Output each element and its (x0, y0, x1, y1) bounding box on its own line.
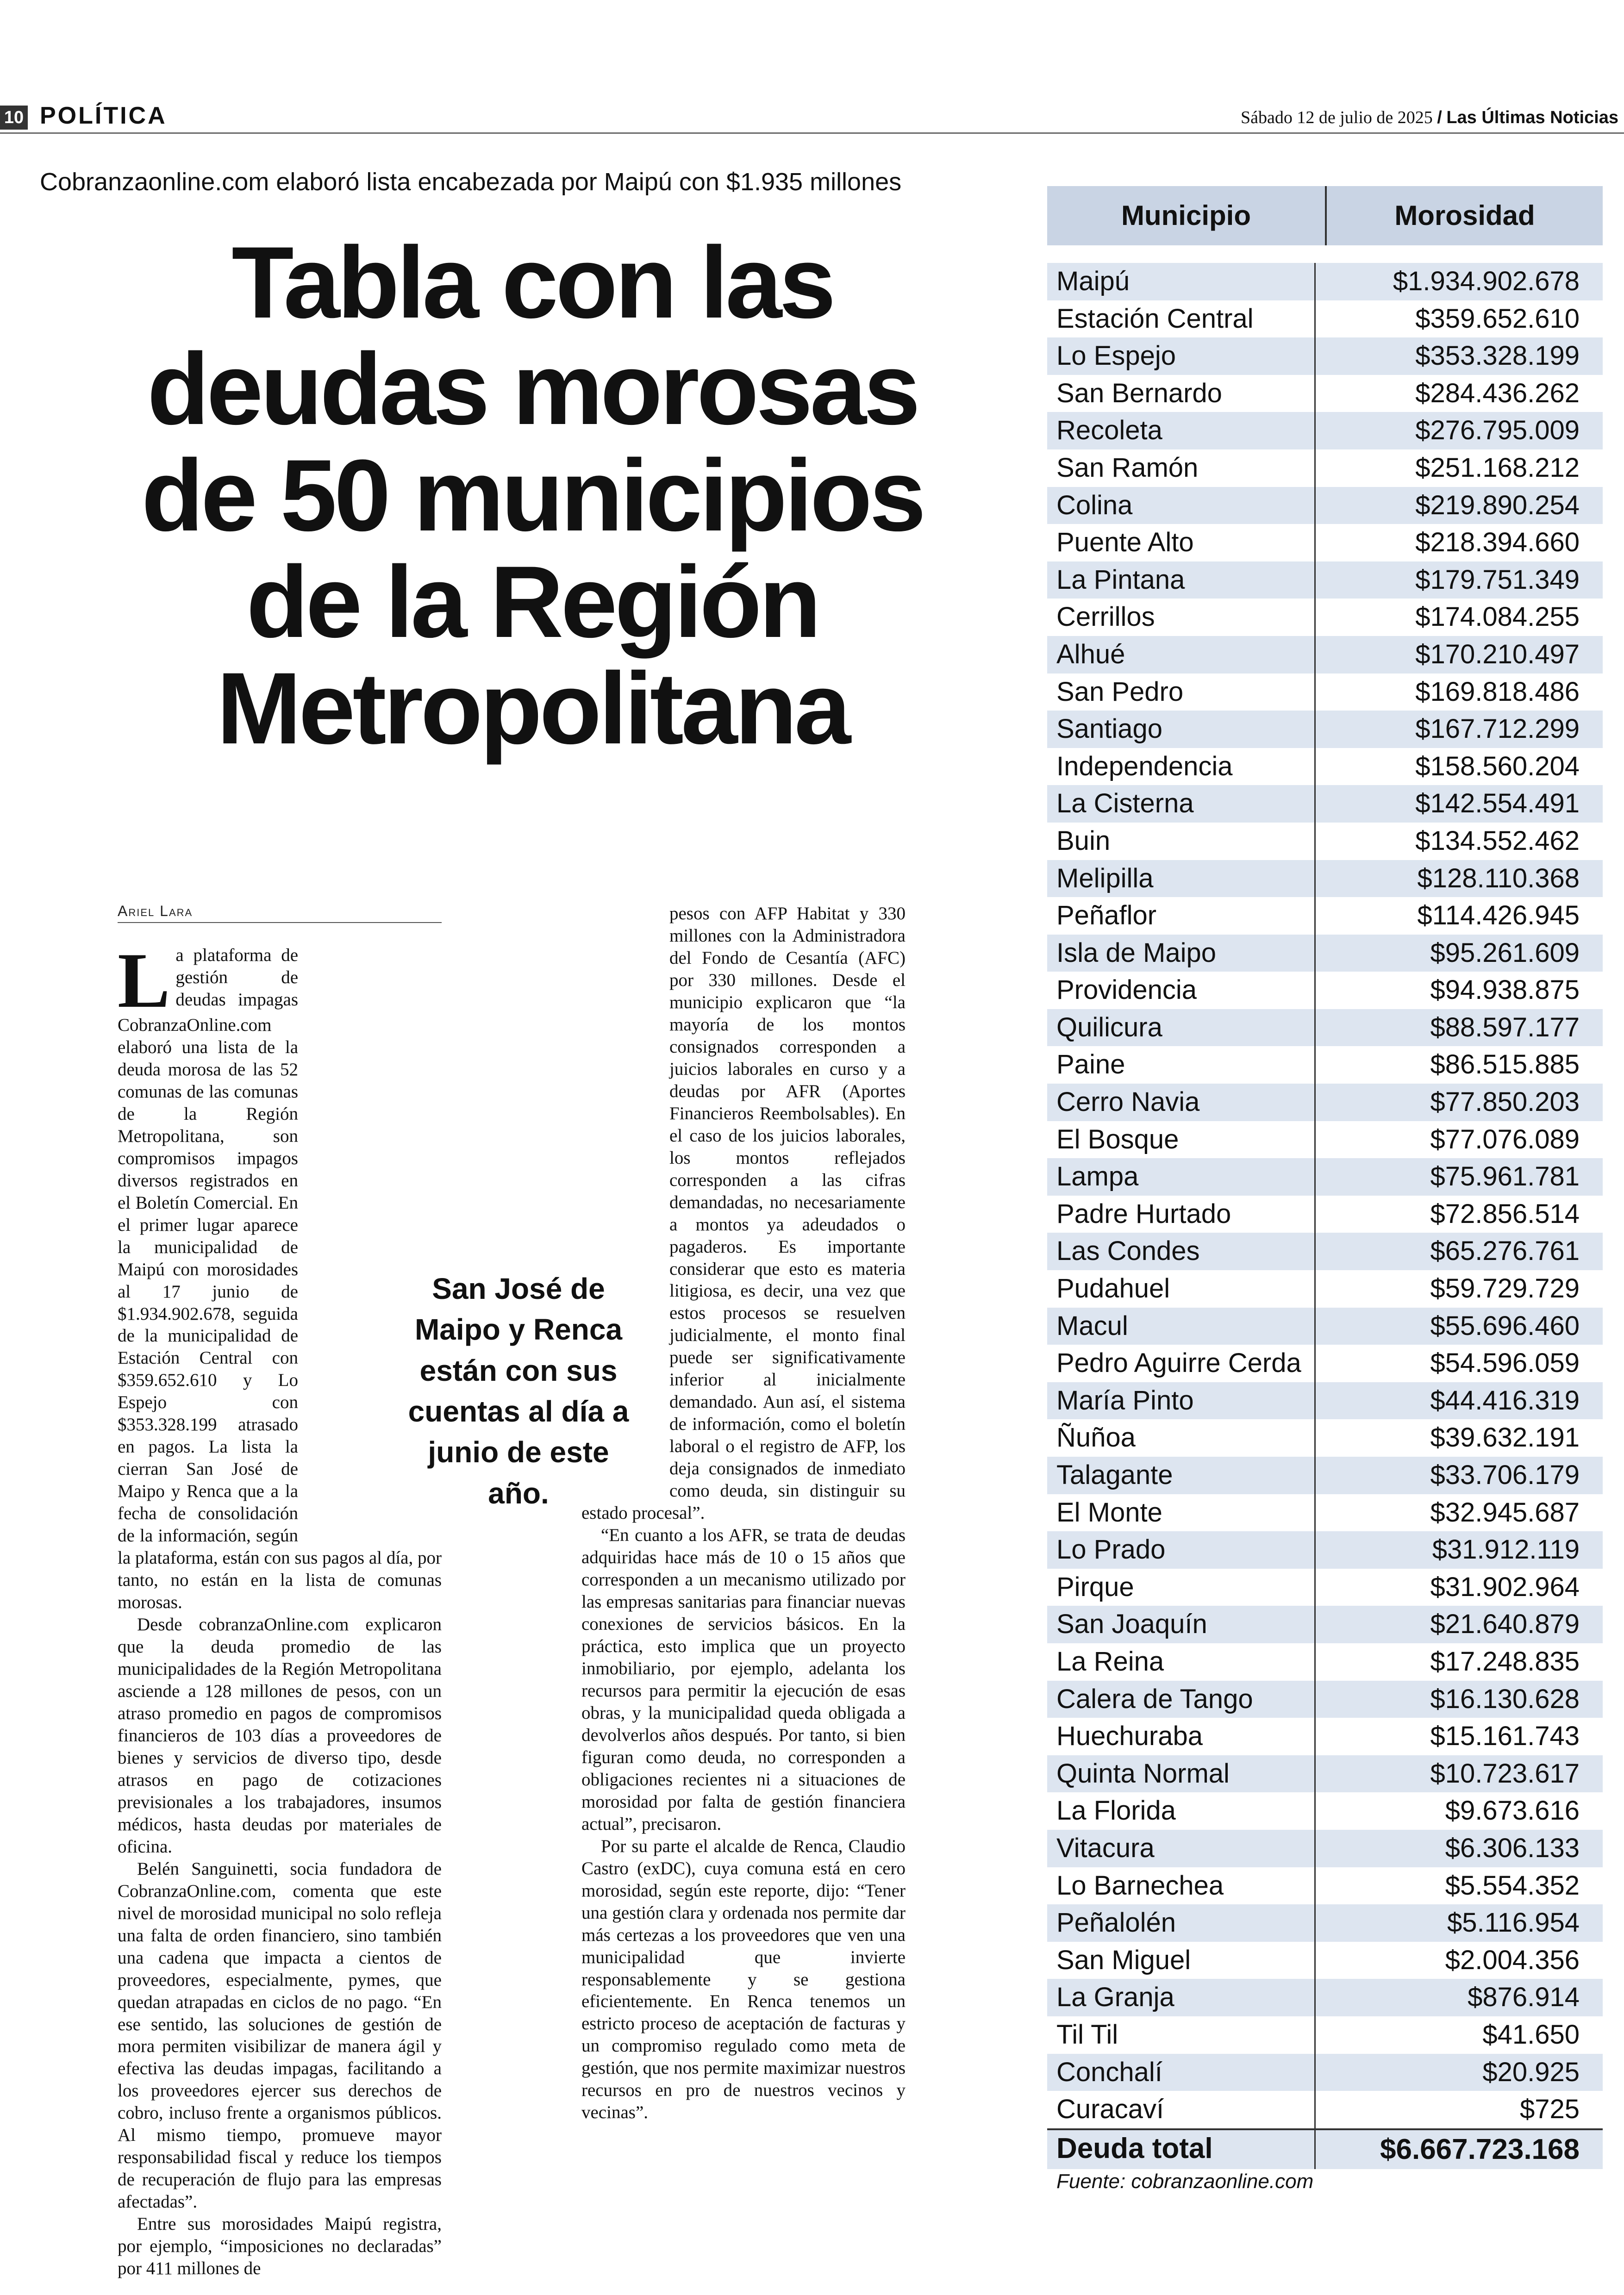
morosidad-cell: $16.130.628 (1430, 1684, 1580, 1714)
morosidad-cell: $170.210.497 (1415, 639, 1580, 669)
municipio-cell: Padre Hurtado (1047, 1196, 1316, 1233)
table-row (1047, 449, 1603, 487)
headline (51, 225, 1014, 765)
municipio-cell: Las Condes (1047, 1233, 1316, 1270)
byline-rule (118, 922, 442, 923)
table-row (1047, 935, 1603, 972)
table-row (1047, 674, 1603, 711)
morosidad-cell: $725 (1519, 2094, 1580, 2125)
municipio-cell: Quinta Normal (1047, 1755, 1316, 1793)
municipio-cell: Talagante (1047, 1457, 1316, 1494)
table-row (1047, 1270, 1603, 1308)
table-row (1047, 561, 1603, 599)
municipio-cell: San Ramón (1047, 449, 1316, 487)
morosidad-cell: $41.650 (1482, 2019, 1580, 2050)
municipio-cell: La Reina (1047, 1643, 1316, 1681)
table-row (1047, 1121, 1603, 1159)
debt-table (1047, 186, 1603, 2169)
page-header (0, 102, 1624, 133)
municipio-cell: Pedro Aguirre Cerda (1047, 1345, 1316, 1382)
morosidad-cell: $128.110.368 (1417, 863, 1580, 893)
table-row (1047, 1867, 1603, 1905)
headline-line: de 50 municipios (141, 438, 924, 552)
morosidad-cell: $65.276.761 (1430, 1236, 1580, 1266)
morosidad-cell: $32.945.687 (1430, 1497, 1580, 1528)
section-title: POLÍTICA (40, 102, 167, 129)
header-separator: / (1437, 108, 1442, 127)
municipio-cell: Isla de Maipo (1047, 935, 1316, 972)
morosidad-cell: $21.640.879 (1430, 1609, 1580, 1640)
municipio-cell: Calera de Tango (1047, 1681, 1316, 1718)
morosidad-cell: $95.261.609 (1430, 937, 1580, 968)
municipio-cell: Providencia (1047, 972, 1316, 1009)
table-row (1047, 1419, 1603, 1457)
article-column-1 (118, 937, 442, 2279)
municipio-cell: La Pintana (1047, 561, 1316, 599)
table-row (1047, 1233, 1603, 1270)
morosidad-cell: $31.902.964 (1430, 1572, 1580, 1602)
municipio-cell: Huechuraba (1047, 1718, 1316, 1755)
municipio-cell: Peñalolén (1047, 1904, 1316, 1942)
municipio-cell: Alhué (1047, 636, 1316, 674)
municipio-cell: Cerrillos (1047, 599, 1316, 636)
municipio-cell: Melipilla (1047, 860, 1316, 898)
municipio-cell: Lo Barnechea (1047, 1867, 1316, 1905)
municipio-cell: Pudahuel (1047, 1270, 1316, 1308)
morosidad-cell: $88.597.177 (1430, 1012, 1580, 1042)
headline-line: de la Región (246, 545, 818, 659)
municipio-cell: Conchalí (1047, 2054, 1316, 2091)
table-row (1047, 1643, 1603, 1681)
table-row (1047, 1830, 1603, 1867)
municipio-cell: Maipú (1047, 263, 1316, 300)
municipio-cell: Lo Espejo (1047, 337, 1316, 375)
morosidad-cell: $33.706.179 (1430, 1460, 1580, 1490)
morosidad-cell: $134.552.462 (1415, 825, 1580, 856)
page-number: 10 (0, 106, 28, 130)
table-total-row (1047, 2128, 1603, 2169)
table-row (1047, 1792, 1603, 1830)
column-header-morosidad: Morosidad (1394, 200, 1535, 231)
morosidad-cell: $251.168.212 (1415, 452, 1580, 483)
table-row (1047, 1942, 1603, 1979)
municipio-cell: Puente Alto (1047, 524, 1316, 561)
municipio-cell: San Joaquín (1047, 1606, 1316, 1643)
morosidad-cell: $353.328.199 (1415, 341, 1580, 371)
municipio-cell: María Pinto (1047, 1382, 1316, 1420)
byline: Ariel Lara (118, 903, 193, 919)
municipio-cell: Pirque (1047, 1569, 1316, 1606)
table-row (1047, 1196, 1603, 1233)
table-row (1047, 1606, 1603, 1643)
morosidad-cell: $158.560.204 (1415, 751, 1580, 781)
table-row (1047, 1084, 1603, 1121)
table-row (1047, 1979, 1603, 2016)
table-row (1047, 1755, 1603, 1793)
morosidad-cell: $114.426.945 (1417, 900, 1580, 931)
morosidad-cell: $75.961.781 (1430, 1161, 1580, 1192)
morosidad-cell: $5.116.954 (1447, 1908, 1580, 1938)
morosidad-cell: $174.084.255 (1415, 602, 1580, 632)
morosidad-cell: $39.632.191 (1430, 1422, 1580, 1453)
table-source: Fuente: cobranzaonline.com (1056, 2170, 1314, 2193)
issue-info (1241, 107, 1618, 128)
table-row (1047, 823, 1603, 860)
municipio-cell: Recoleta (1047, 412, 1316, 449)
morosidad-cell: $5.554.352 (1445, 1870, 1580, 1901)
morosidad-cell: $167.712.299 (1415, 714, 1580, 744)
table-row (1047, 337, 1603, 375)
morosidad-cell: $169.818.486 (1415, 676, 1580, 707)
table-row (1047, 1046, 1603, 1084)
kicker: Cobranzaonline.com elaboró lista encabezada por Maipú con $1.935 millones (40, 168, 902, 196)
table-row (1047, 1494, 1603, 1532)
municipio-cell: Buin (1047, 823, 1316, 860)
table-row (1047, 1569, 1603, 1606)
morosidad-cell: $276.795.009 (1415, 415, 1580, 446)
municipio-cell: Vitacura (1047, 1830, 1316, 1867)
morosidad-cell: $72.856.514 (1430, 1198, 1580, 1229)
municipio-cell: Quilicura (1047, 1009, 1316, 1047)
morosidad-cell: $20.925 (1482, 2057, 1580, 2087)
article-paragraph: Desde cobranzaOnline.com explicaron que la deuda promedio de las municipalidades de la Región Metropolitana asciende a 128 millones de pesos, con un atraso promedio en pagos de compromisos financieros de 103 días a proveedores de bienes y servicios de diverso tipo, desde atrasos en pago de cotizaciones previsionales a los trabajadores, insumos médicos, hasta deudas por materiales de oficina. (118, 1615, 442, 1857)
municipio-cell: Peñaflor (1047, 897, 1316, 935)
morosidad-cell: $359.652.610 (1415, 303, 1580, 334)
morosidad-cell: $1.934.902.678 (1393, 266, 1580, 296)
morosidad-cell: $17.248.835 (1430, 1646, 1580, 1677)
table-row (1047, 1718, 1603, 1755)
publication-name: Las Últimas Noticias (1446, 108, 1618, 127)
table-row (1047, 1457, 1603, 1494)
table-row (1047, 748, 1603, 786)
municipio-cell: San Miguel (1047, 1942, 1316, 1979)
headline-line: Tabla con las (231, 225, 833, 339)
morosidad-cell: $218.394.660 (1415, 527, 1580, 558)
table-row (1047, 263, 1603, 300)
municipio-cell: Ñuñoa (1047, 1419, 1316, 1457)
article-paragraph: Belén Sanguinetti, socia fundadora de CobranzaOnline.com, comenta que este nivel de morosidad municipal no solo refleja una falta de orden financiero, sino también una cadena que impacta a cientos de proveedores, especialmente, pymes, que quedan atrapadas en ciclos de no pago. “En ese sentido, las soluciones de gestión de mora permiten visibilizar de manera ágil y efectiva las deudas impagas, facilitando a los proveedores ejercer sus derechos de cobro, incluso frente a organismos públicos. Al mismo tiempo, promueve mayor responsabilidad fiscal y reduce los tiempos de recuperación de flujo para las empresas afectadas”. (118, 1858, 442, 2212)
table-row (1047, 711, 1603, 748)
table-row (1047, 1681, 1603, 1718)
table-row (1047, 599, 1603, 636)
table-header (1047, 186, 1603, 245)
municipio-cell: Lampa (1047, 1158, 1316, 1196)
paragraph-text: a plataforma de gestión de deudas impagas CobranzaOnline.com elaboró una lista de la deuda morosa de las 52 comunas de las comunas de la Región Metropolitana, son compromisos impagos diversos registrados en el Boletín Comercial. En el primer lugar aparece la municipalidad de Maipú con morosidades al 17 junio de $1.934.902.678, seguida de la municipalidad de Estación Central con $359.652.610 y Lo Espejo con $353.328.199 atrasado en pagos. La lista la cierran San José de Maipo y Renca que a la fecha de consolidación de la información, según la plataforma, están con sus pagos al día, por tanto, no están en la lista de comunas morosas. (118, 945, 442, 1613)
municipio-cell: Cerro Navia (1047, 1084, 1316, 1121)
municipio-cell: Macul (1047, 1308, 1316, 1345)
morosidad-cell: $94.938.875 (1430, 975, 1580, 1005)
table-row (1047, 860, 1603, 898)
morosidad-cell: $9.673.616 (1445, 1796, 1580, 1826)
morosidad-cell: $59.729.729 (1430, 1273, 1580, 1304)
table-row (1047, 785, 1603, 823)
morosidad-cell: $10.723.617 (1430, 1758, 1580, 1789)
municipio-cell: La Florida (1047, 1792, 1316, 1830)
table-row (1047, 1904, 1603, 1942)
municipio-cell: Lo Prado (1047, 1531, 1316, 1569)
municipio-cell: San Pedro (1047, 674, 1316, 711)
table-row (1047, 972, 1603, 1009)
table-row (1047, 636, 1603, 674)
municipio-cell: La Cisterna (1047, 785, 1316, 823)
municipio-cell: Independencia (1047, 748, 1316, 786)
morosidad-cell: $77.850.203 (1430, 1087, 1580, 1117)
morosidad-cell: $284.436.262 (1415, 378, 1580, 408)
morosidad-cell: $55.696.460 (1430, 1310, 1580, 1341)
municipio-cell: Paine (1047, 1046, 1316, 1084)
table-row (1047, 412, 1603, 449)
morosidad-cell: $86.515.885 (1430, 1049, 1580, 1080)
table-row (1047, 524, 1603, 561)
municipio-cell: Santiago (1047, 711, 1316, 748)
municipio-cell: Curacaví (1047, 2091, 1316, 2128)
morosidad-cell: $142.554.491 (1415, 788, 1580, 819)
municipio-cell: Estación Central (1047, 300, 1316, 338)
table-row (1047, 1345, 1603, 1382)
table-row (1047, 2054, 1603, 2091)
table-row (1047, 1382, 1603, 1420)
pullquote: San José de Maipo y Renca están con sus cuentas al día a junio de este año. (408, 1272, 629, 1510)
table-row (1047, 487, 1603, 524)
morosidad-cell: $15.161.743 (1430, 1721, 1580, 1752)
morosidad-cell: $77.076.089 (1430, 1124, 1580, 1154)
table-row (1047, 375, 1603, 412)
issue-date: Sábado 12 de julio de 2025 (1240, 108, 1433, 127)
municipio-cell: Til Til (1047, 2016, 1316, 2054)
article-paragraph: Por su parte el alcalde de Renca, Claudio Castro (exDC), cuya comuna está en cero morosidad, según este reporte, dijo: “Tener una gestión clara y ordenada nos permite dar más certezas a los proveedores que ven una municipalidad que invierte responsablemente y se gestiona eficientemente. En Renca tenemos un estricto proceso de aceptación de facturas y un compromiso regulado como meta de gestión, que nos permite maximizar nuestros recursos en pro de nuestros vecinos y vecinas”. (581, 1836, 906, 2123)
table-row (1047, 1308, 1603, 1345)
table-row (1047, 1531, 1603, 1569)
morosidad-cell: $31.912.119 (1432, 1534, 1580, 1565)
morosidad-cell: $6.306.133 (1445, 1833, 1580, 1863)
article-paragraph: pesos con AFP Habitat y 330 millones con la Administradora del Fondo de Cesantía (AFC) por 330 millones. Desde el municipio explicaron que “la mayoría de los montos consignados corresponden a juicios laborales en curso y a deudas por AFR (Aportes Financieros Reembolsables). En el caso de los juicios laborales, los montos reflejados corresponden a las cifras demandadas, no necesariamente a montos ya adeudados o pagaderos. Es importante considerar que esto es materia litigiosa, es decir, una vez que estos procesos se resuelven judicialmente, el monto final puede ser significativamente inferior al inicialmente demandado. Aun así, el sistema de información, como el boletín laboral o el registro de AFP, los deja consignados de inmediato como deuda, sin distinguir su estado procesal”. (581, 904, 906, 1523)
table-row (1047, 1158, 1603, 1196)
table-row (1047, 300, 1603, 338)
municipio-cell: La Granja (1047, 1979, 1316, 2016)
table-row (1047, 2091, 1603, 2128)
total-value: $6.667.723.168 (1380, 2133, 1580, 2165)
morosidad-cell: $219.890.254 (1415, 490, 1580, 520)
morosidad-cell: $44.416.319 (1430, 1385, 1580, 1416)
municipio-cell: San Bernardo (1047, 375, 1316, 412)
column-header-municipio: Municipio (1047, 186, 1327, 245)
article-column-2 (581, 903, 906, 2203)
morosidad-cell: $179.751.349 (1415, 564, 1580, 595)
total-label: Deuda total (1047, 2130, 1316, 2169)
municipio-cell: El Bosque (1047, 1121, 1316, 1159)
table-row (1047, 1009, 1603, 1047)
table-body (1047, 263, 1603, 2128)
municipio-cell: Colina (1047, 487, 1316, 524)
header-rule (0, 132, 1624, 134)
article-paragraph: Entre sus morosidades Maipú registra, por ejemplo, “imposiciones no declaradas” por 411 millones de (118, 2214, 442, 2279)
article-paragraph: “En cuanto a los AFR, se trata de deudas adquiridas hace más de 10 o 15 años que corresponden a un mecanismo utilizado por las empresas sanitarias para financiar nuevas conexiones de servicios básicos. En la práctica, esto implica que un proyecto inmobiliario, por ejemplo, adelanta los recursos para permitir la ejecución de esas obras, y la municipalidad queda obligada a devolverlos años después. Por tanto, si bien figuran como deuda, no corresponden a obligaciones recientes ni a situaciones de morosidad por falta de gestión financiera actual”, precisaron. (581, 1525, 906, 1834)
table-row (1047, 897, 1603, 935)
morosidad-cell: $2.004.356 (1445, 1945, 1580, 1975)
morosidad-cell: $54.596.059 (1430, 1348, 1580, 1378)
morosidad-cell: $876.914 (1468, 1982, 1580, 2013)
table-row (1047, 2016, 1603, 2054)
municipio-cell: El Monte (1047, 1494, 1316, 1532)
headline-line: deudas morosas (147, 332, 918, 446)
headline-line: Metropolitana (216, 651, 849, 765)
dropcap: L (118, 937, 170, 1024)
